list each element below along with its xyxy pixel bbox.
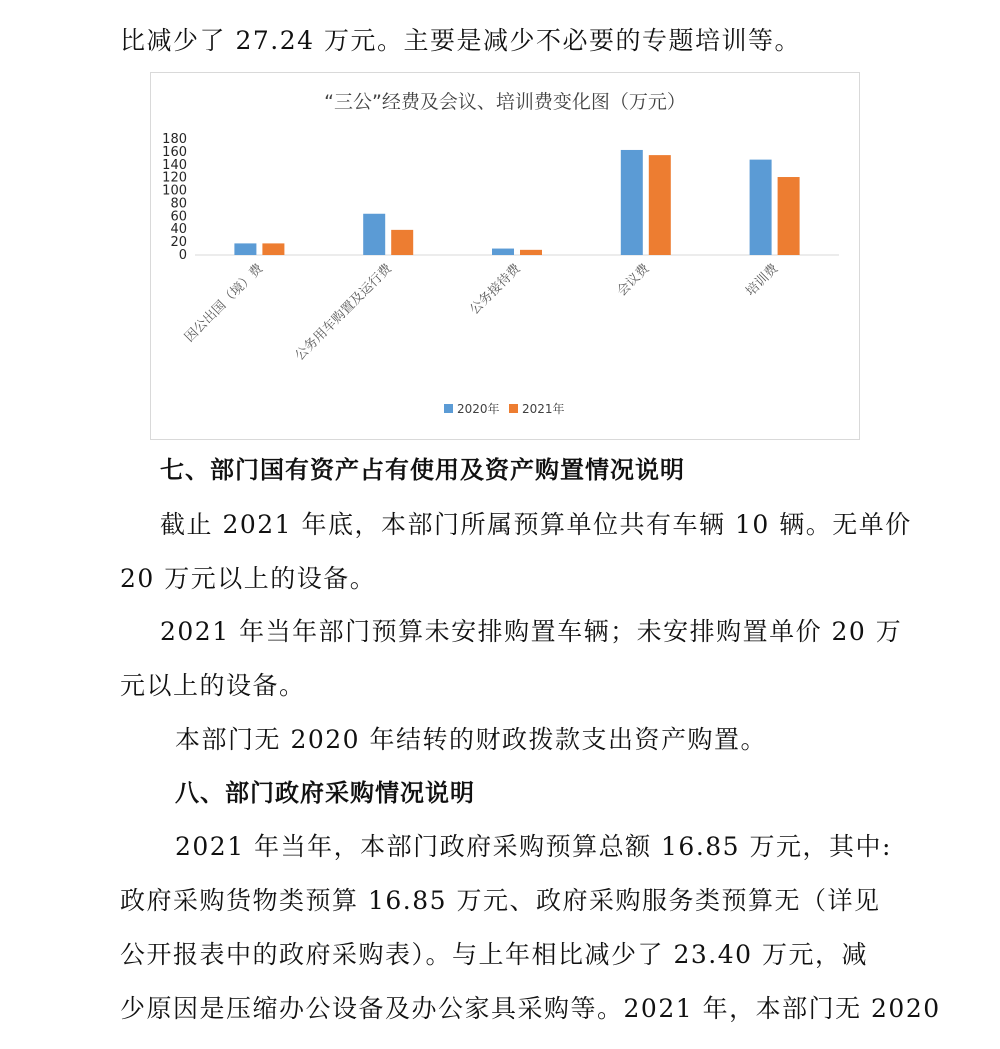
legend-label: 2020年 xyxy=(457,402,500,416)
bar-2021年-2 xyxy=(391,230,413,255)
y-tick-label: 120 xyxy=(162,170,187,186)
paragraph-line: 2021 年当年，本部门政府采购预算总额 16.85 万元，其中: xyxy=(175,832,892,861)
y-tick-label: 160 xyxy=(162,144,187,160)
category-label: 因公出国（境）费 xyxy=(182,261,267,346)
category-label: 公务用车购置及运行费 xyxy=(292,261,396,364)
category-label: 公务接待费 xyxy=(467,261,524,318)
paragraph-line: 政府采购货物类预算 16.85 万元、政府采购服务类预算无（详见 xyxy=(120,886,881,915)
y-tick-label: 100 xyxy=(162,183,187,199)
bar-2021年-4 xyxy=(649,155,671,255)
bar-chart xyxy=(150,72,860,440)
y-tick-label: 0 xyxy=(178,248,187,263)
bar-2020年-5 xyxy=(750,160,772,255)
bar-2021年-3 xyxy=(520,250,542,255)
paragraph-line: 截止 2021 年底，本部门所属预算单位共有车辆 10 辆。无单价 xyxy=(160,510,912,539)
paragraph-line: 本部门无 2020 年结转的财政拨款支出资产购置。 xyxy=(175,725,768,754)
paragraph-line: 比减少了 27.24 万元。主要是减少不必要的专题培训等。 xyxy=(120,26,801,55)
paragraph-line: 公开报表中的政府采购表）。与上年相比减少了 23.40 万元，减 xyxy=(120,940,868,969)
bar-2021年-1 xyxy=(262,243,284,255)
chart-canvas xyxy=(151,73,859,439)
y-tick-label: 140 xyxy=(162,157,187,173)
legend-swatch xyxy=(444,404,453,413)
y-tick-label: 40 xyxy=(170,222,187,238)
paragraph-line: 少原因是压缩办公设备及办公家具采购等。2021 年，本部门无 2020 xyxy=(120,994,941,1023)
bar-2020年-2 xyxy=(363,214,385,255)
y-tick-label: 20 xyxy=(170,235,187,251)
bar-2021年-5 xyxy=(778,177,800,255)
legend-label: 2021年 xyxy=(522,402,565,416)
category-label: 培训费 xyxy=(743,261,782,300)
y-tick-label: 60 xyxy=(170,209,187,225)
y-tick-label: 180 xyxy=(162,132,187,147)
category-label: 会议费 xyxy=(614,261,653,300)
bar-2020年-4 xyxy=(621,150,643,255)
paragraph-line: 20 万元以上的设备。 xyxy=(120,564,377,593)
bar-2020年-3 xyxy=(492,249,514,255)
paragraph-line: 2021 年当年部门预算未安排购置车辆；未安排购置单价 20 万 xyxy=(160,617,903,646)
chart-title: “三公”经费及会议、培训费变化图（万元） xyxy=(324,91,686,113)
section-heading-7: 七、部门国有资产占有使用及资产购置情况说明 xyxy=(160,456,685,484)
paragraph-line: 元以上的设备。 xyxy=(120,671,306,700)
y-tick-label: 80 xyxy=(170,196,187,212)
bar-2020年-1 xyxy=(234,243,256,255)
legend-swatch xyxy=(509,404,518,413)
section-heading-8: 八、部门政府采购情况说明 xyxy=(175,779,475,807)
